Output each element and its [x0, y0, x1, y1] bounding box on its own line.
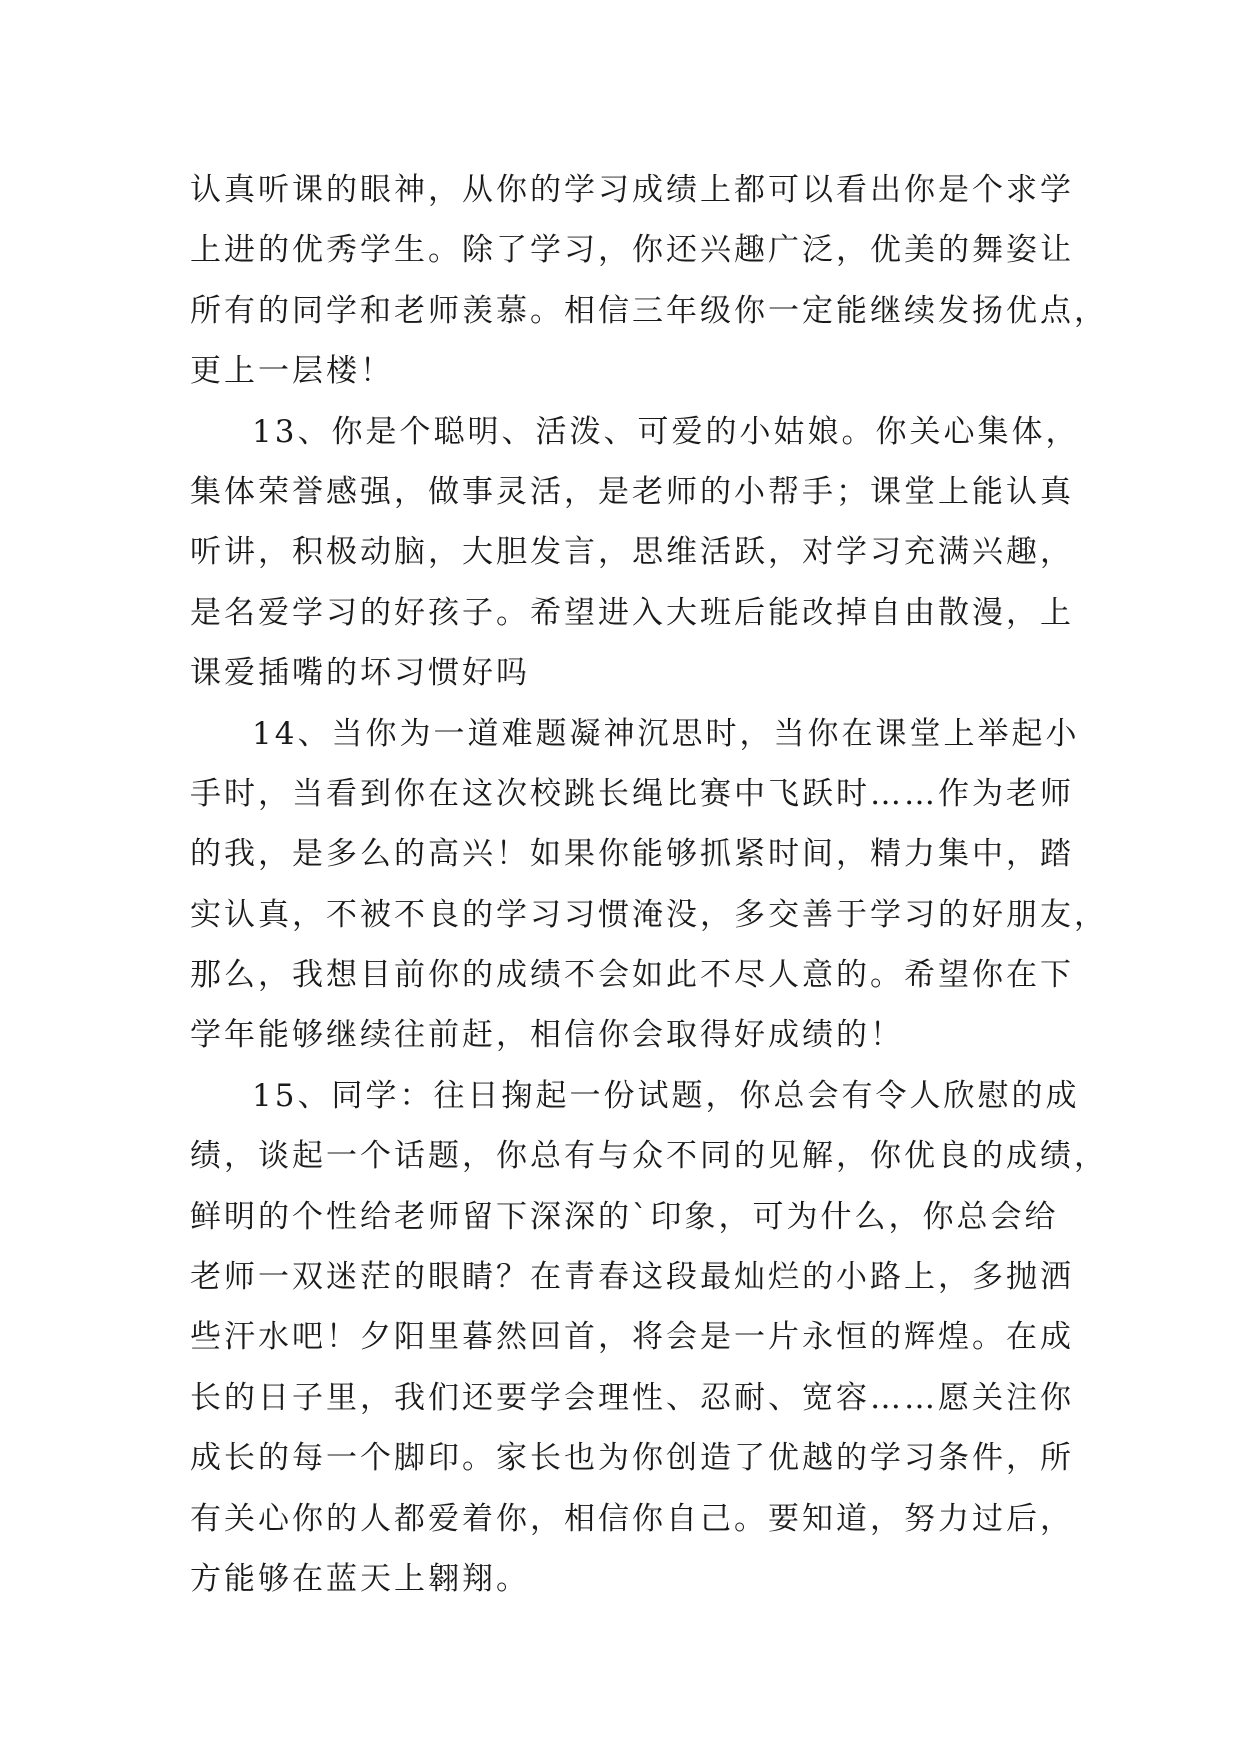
text-line: 课爱插嘴的坏习惯好吗 — [190, 655, 530, 692]
paragraph-15-start: 15、同学：往日掬起一份试题，你总会有令人欣慰的成 — [252, 1077, 1080, 1114]
text-line: 有关心你的人都爱着你，相信你自己。要知道，努力过后， — [190, 1500, 1074, 1537]
text-line: 鲜明的个性给老师留下深深的`印象，可为什么，你总会给 — [190, 1198, 1059, 1235]
paragraph-14-start: 14、当你为一道难题凝神沉思时，当你在课堂上举起小 — [252, 715, 1080, 752]
text-line: 些汗水吧！夕阳里暮然回首，将会是一片永恒的辉煌。在成 — [190, 1319, 1074, 1356]
text-line: 所有的同学和老师羡慕。相信三年级你一定能继续发扬优点， — [190, 292, 1108, 329]
text-line: 上进的优秀学生。除了学习，你还兴趣广泛，优美的舞姿让 — [190, 232, 1074, 269]
text-line: 的我，是多么的高兴！如果你能够抓紧时间，精力集中，踏 — [190, 836, 1074, 873]
paragraph-13-start: 13、你是个聪明、活泼、可爱的小姑娘。你关心集体， — [252, 413, 1080, 450]
text-line: 实认真，不被不良的学习习惯淹没，多交善于学习的好朋友， — [190, 896, 1108, 933]
text-line: 长的日子里，我们还要学会理性、忍耐、宽容……愿关注你 — [190, 1379, 1074, 1416]
text-line: 更上一层楼！ — [190, 353, 394, 390]
text-line: 是名爱学习的好孩子。希望进入大班后能改掉自由散漫，上 — [190, 594, 1074, 631]
text-line: 绩，谈起一个话题，你总有与众不同的见解，你优良的成绩， — [190, 1138, 1108, 1175]
text-line: 老师一双迷茫的眼睛？在青春这段最灿烂的小路上，多抛洒 — [190, 1259, 1074, 1296]
text-line: 方能够在蓝天上翱翔。 — [190, 1560, 530, 1597]
text-line: 听讲，积极动脑，大胆发言，思维活跃，对学习充满兴趣， — [190, 534, 1074, 571]
text-line: 手时，当看到你在这次校跳长绳比赛中飞跃时……作为老师 — [190, 775, 1074, 812]
text-line: 成长的每一个脚印。家长也为你创造了优越的学习条件，所 — [190, 1440, 1074, 1477]
document-body — [190, 160, 1108, 1609]
text-line: 认真听课的眼神，从你的学习成绩上都可以看出你是个求学 — [190, 172, 1074, 208]
text-line: 那么，我想目前你的成绩不会如此不尽人意的。希望你在下 — [190, 957, 1074, 994]
text-line: 集体荣誉感强，做事灵活，是老师的小帮手；课堂上能认真 — [190, 473, 1074, 510]
text-line: 学年能够继续往前赶，相信你会取得好成绩的！ — [190, 1017, 904, 1054]
